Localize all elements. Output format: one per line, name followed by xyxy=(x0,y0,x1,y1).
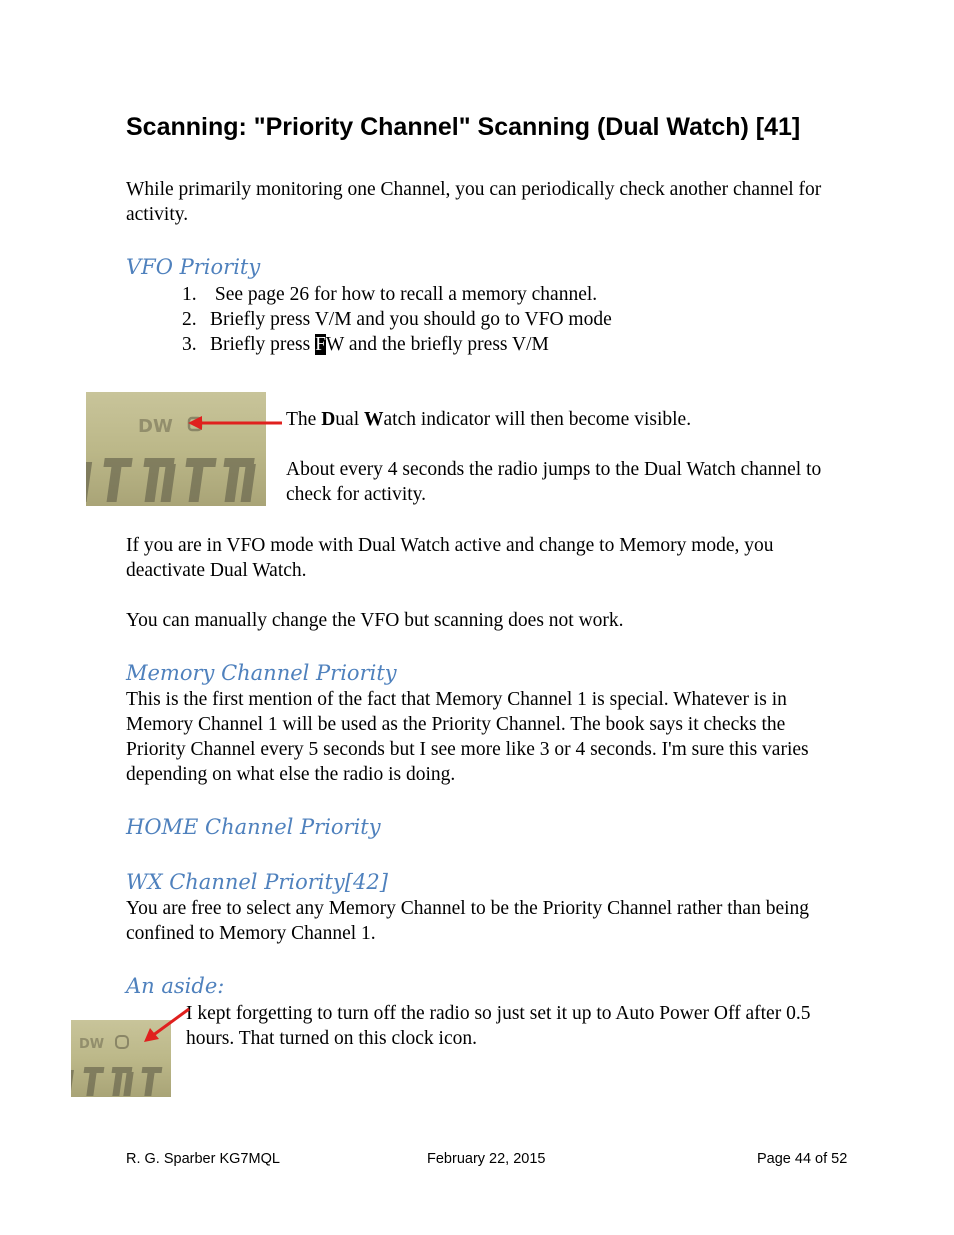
clock-icon xyxy=(116,1036,128,1048)
list-item xyxy=(182,332,549,357)
list-text: See page 26 for how to recall a memory channel. xyxy=(210,284,598,305)
lcd-digits xyxy=(71,1067,162,1096)
list-text: Briefly press V/M and you should go to VFO mode xyxy=(210,309,612,330)
list-number: 3. xyxy=(182,334,197,355)
list-text: W and the briefly press V/M xyxy=(325,334,549,355)
manual-change-paragraph: You can manually change the VFO but scanning does not work. xyxy=(126,610,624,631)
lcd-digits xyxy=(86,458,256,502)
highlighted-key: F xyxy=(315,334,326,355)
red-arrow-icon xyxy=(186,412,284,434)
lcd-dw-label: DW xyxy=(79,1037,105,1052)
bold-letter: D xyxy=(321,409,336,430)
list-number: 1. xyxy=(182,284,197,305)
memory-priority-paragraph: This is the first mention of the fact that Memory Channel 1 is special. Whatever is in Memory Channel 1 will be used as the Priority Channel. The book says it checks the Priority Channel every 5 seconds but I see more like 3 or 4 seconds. I'm sure this varies depending on what else the radio is doing. xyxy=(126,689,809,785)
section-title-home-priority: HOME Channel Priority xyxy=(126,815,381,839)
text-segment: ual xyxy=(335,409,364,430)
dual-watch-indicator-text xyxy=(286,407,826,432)
lcd-dw-label: DW xyxy=(138,416,173,437)
jump-paragraph: About every 4 seconds the radio jumps to the Dual Watch channel to check for activity. xyxy=(286,459,822,505)
aside-paragraph: I kept forgetting to turn off the radio so just set it up to Auto Power Off after 0.5 hours. That turned on this clock icon. xyxy=(186,1003,811,1049)
section-title-memory-priority: Memory Channel Priority xyxy=(126,661,397,685)
red-arrow-icon xyxy=(140,1006,192,1046)
section-title-aside: An aside: xyxy=(126,974,225,998)
text-segment: atch indicator will then become visible. xyxy=(383,409,692,430)
section-title-vfo-priority: VFO Priority xyxy=(126,255,261,279)
memory-mode-paragraph: If you are in VFO mode with Dual Watch active and change to Memory mode, you deactivate Dual Watch. xyxy=(126,535,774,581)
list-text: Briefly press xyxy=(210,334,316,355)
bold-letter: W xyxy=(364,409,384,430)
list-item xyxy=(182,307,612,332)
list-item xyxy=(182,282,597,307)
footer-author: R. G. Sparber KG7MQL xyxy=(126,1151,280,1167)
wx-priority-paragraph: You are free to select any Memory Channel to be the Priority Channel rather than being confined to Memory Channel 1. xyxy=(126,898,810,944)
footer-date: February 22, 2015 xyxy=(427,1151,546,1167)
section-title-wx-priority: WX Channel Priority[42] xyxy=(126,870,388,894)
footer-page-number: Page 44 of 52 xyxy=(757,1151,848,1167)
lcd-display-graphic xyxy=(86,392,266,506)
list-number: 2. xyxy=(182,309,197,330)
lcd-dual-watch-photo xyxy=(86,392,266,506)
text-segment: The xyxy=(286,409,322,430)
page-title: Scanning: "Priority Channel" Scanning (Dual Watch) [41] xyxy=(126,113,801,141)
intro-paragraph: While primarily monitoring one Channel, you can periodically check another channel for activity. xyxy=(126,179,822,225)
